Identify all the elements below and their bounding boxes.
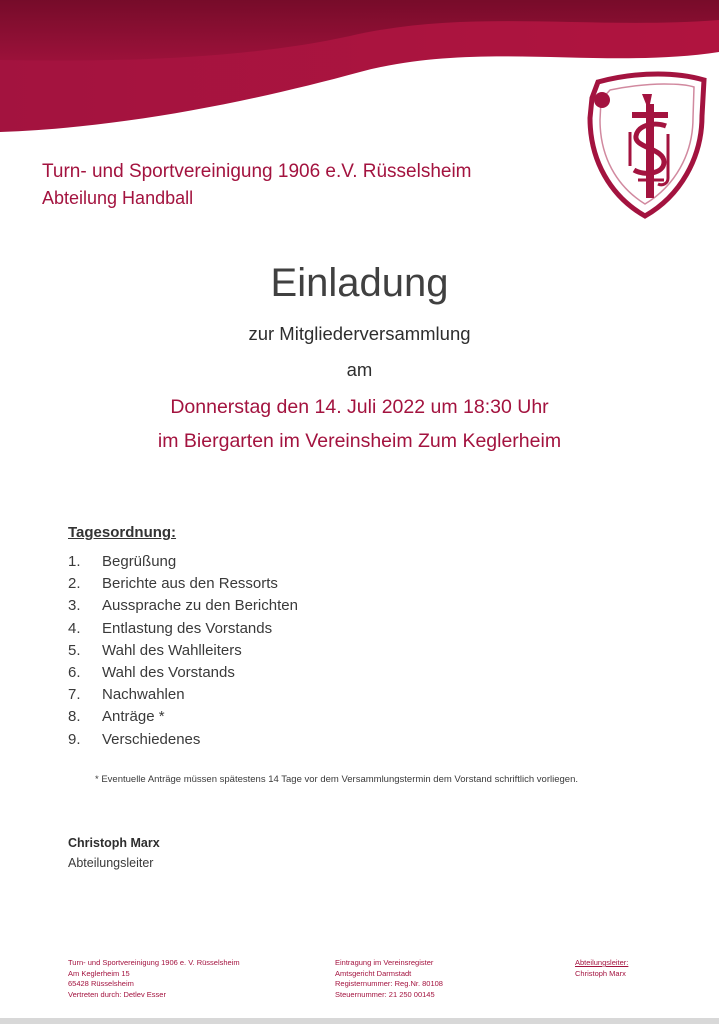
agenda-item-label: Begrüßung <box>102 553 177 570</box>
signer-name: Christoph Marx <box>68 836 160 850</box>
agenda-item-label: Wahl des Wahlleiters <box>102 641 242 659</box>
agenda-list <box>68 551 298 751</box>
agenda-item-label: Entlastung des Vorstands <box>102 619 273 637</box>
organization-header <box>42 160 472 210</box>
agenda-item-number: 2. <box>68 575 81 593</box>
agenda-item <box>68 618 298 640</box>
agenda-item-number: 8. <box>68 708 81 726</box>
page-bottom-edge <box>0 1018 719 1024</box>
footer-line: Steuernummer: 21 250 00145 <box>335 989 435 999</box>
footer-line: Christoph Marx <box>575 968 626 978</box>
signature-block <box>68 834 160 872</box>
agenda-item-number: 7. <box>68 686 81 704</box>
agenda-item-label: Anträge * <box>102 708 165 726</box>
agenda-item-number: 9. <box>68 730 81 748</box>
agenda-item-label: Nachwahlen <box>102 686 185 704</box>
organization-name: Turn- und Sportvereinigung 1906 e.V. Rüsselsheim <box>42 161 472 182</box>
invitation-title: Einladung <box>270 261 449 305</box>
department-name: Abteilung Handball <box>42 188 194 208</box>
agenda-item-label: Verschiedenes <box>102 730 201 748</box>
agenda-item-number: 5. <box>68 641 81 659</box>
agenda-item-number: 4. <box>68 619 81 637</box>
footer-line: Turn- und Sportvereinigung 1906 e. V. Rüsselsheim <box>68 958 240 967</box>
footer-line: Eintragung im Vereinsregister <box>335 958 434 967</box>
footer-line: Amtsgericht Darmstadt <box>335 968 412 978</box>
invitation-subtitle: zur Mitgliederversammlung <box>248 323 471 344</box>
footer-line: Vertreten durch: Detlev Esser <box>68 989 166 999</box>
meeting-date: Donnerstag den 14. Juli 2022 um 18:30 Uhr <box>170 396 549 418</box>
agenda-item-label: Berichte aus den Ressorts <box>102 575 278 593</box>
footer-line: 65428 Rüsselsheim <box>68 979 134 988</box>
meeting-venue: im Biergarten im Vereinsheim Zum Keglerheim <box>157 430 562 452</box>
agenda-item-label: Aussprache zu den Berichten <box>102 597 298 615</box>
agenda-footnote: * Eventuelle Anträge müssen spätestens 14 Tage vor dem Versammlungstermin dem Vorstand schriftlich vorliegen. <box>95 774 578 785</box>
footer-heading: Abteilungsleiter: <box>575 958 629 967</box>
agenda-item <box>68 551 298 573</box>
footer-line: Am Keglerheim 15 <box>68 968 130 978</box>
agenda-item <box>68 706 298 728</box>
agenda-item <box>68 662 298 684</box>
agenda-item-number: 6. <box>68 664 81 682</box>
footer-address-column <box>68 958 240 1000</box>
signer-role: Abteilungsleiter <box>68 856 154 870</box>
footer-contact-column <box>575 958 628 979</box>
agenda-item-number: 3. <box>68 597 81 615</box>
agenda-item <box>68 595 298 617</box>
footer-registry-column <box>335 958 443 1000</box>
tse-shield-logo-icon <box>580 68 710 220</box>
agenda-item <box>68 729 298 751</box>
invitation-connector: am <box>346 359 373 380</box>
agenda-item <box>68 640 298 662</box>
agenda-item-number: 1. <box>68 553 81 570</box>
footer-line: Registernummer: Reg.Nr. 80108 <box>335 979 443 988</box>
agenda-heading: Tagesordnung: <box>68 524 177 541</box>
agenda-item <box>68 684 298 706</box>
agenda-item-label: Wahl des Vorstands <box>102 664 235 682</box>
agenda-item <box>68 573 298 595</box>
